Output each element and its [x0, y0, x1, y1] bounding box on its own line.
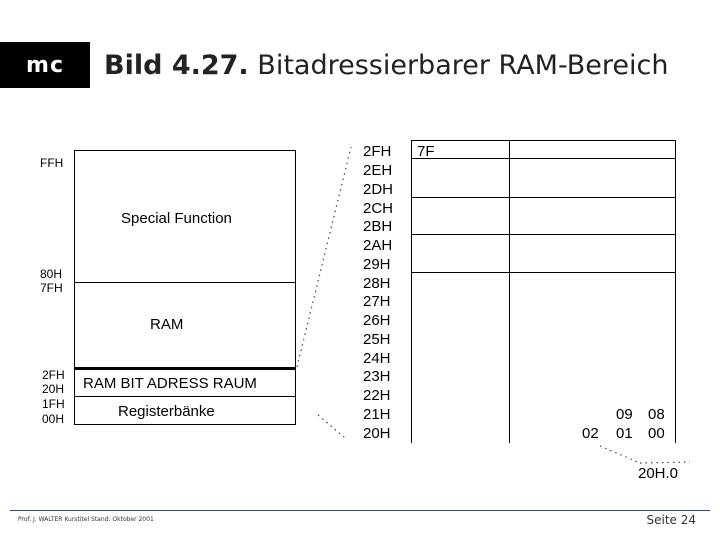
page-number: Seite 24: [646, 513, 696, 527]
logo: mc: [0, 42, 90, 88]
addr-22h: 22H: [363, 387, 391, 404]
addr-21h: 21H: [363, 406, 391, 423]
addr-23h: 23H: [363, 368, 391, 385]
region-ram: RAM: [150, 316, 184, 333]
bit-7f: 7F: [417, 143, 435, 160]
grid-line-right: [675, 140, 676, 443]
region-registerbanks: Registerbänke: [118, 403, 215, 420]
bit-01: 01: [616, 425, 633, 442]
grid-row-2fh: [411, 158, 676, 159]
grid-row-2bh: [411, 234, 676, 235]
addr-26h: 26H: [363, 312, 391, 329]
addr-24h: 24H: [363, 350, 391, 367]
bit-02: 02: [582, 425, 599, 442]
addr-25h: 25H: [363, 331, 391, 348]
bit-09: 09: [616, 406, 633, 423]
grid-row-29h: [411, 272, 676, 273]
grid-line-left: [411, 140, 412, 443]
grid-row-top: [411, 140, 676, 141]
bit-08: 08: [648, 406, 665, 423]
addr-2ch: 2CH: [363, 200, 394, 217]
label-7fh: 7FH: [40, 281, 63, 295]
grid-row-2dh: [411, 197, 676, 198]
label-80h: 80H: [40, 267, 63, 281]
label-1fh: 1FH: [42, 397, 65, 411]
grid-line-mid: [509, 140, 510, 443]
addr-20h: 20H: [363, 425, 391, 442]
title-text: Bitadressierbarer RAM-Bereich: [257, 50, 669, 81]
label-2fh: 2FH: [42, 368, 65, 382]
addr-2dh: 2DH: [363, 181, 394, 198]
bit-address-grid: [411, 140, 676, 443]
addr-29h: 29H: [363, 256, 391, 273]
region-bit-address: RAM BIT ADRESS RAUM: [83, 375, 257, 392]
label-00h: 00H: [42, 412, 65, 426]
bit-00: 00: [648, 425, 665, 442]
region-special-function: Special Function: [121, 210, 232, 227]
footer-divider: [10, 510, 710, 511]
addr-2bh: 2BH: [363, 218, 393, 235]
bit-address-label: 20H.0: [638, 465, 679, 482]
label-20h: 20H: [42, 382, 65, 396]
addr-2ah: 2AH: [363, 237, 393, 254]
addr-28h: 28H: [363, 275, 391, 292]
addr-2fh: 2FH: [363, 143, 392, 160]
addr-27h: 27H: [363, 293, 391, 310]
label-ffh: FFH: [40, 156, 64, 170]
footer-left: Prof. J. WALTER Kurstitel Stand: Oktober 2001: [18, 516, 154, 523]
title-number: Bild 4.27.: [104, 50, 249, 81]
addr-2eh: 2EH: [363, 162, 393, 179]
